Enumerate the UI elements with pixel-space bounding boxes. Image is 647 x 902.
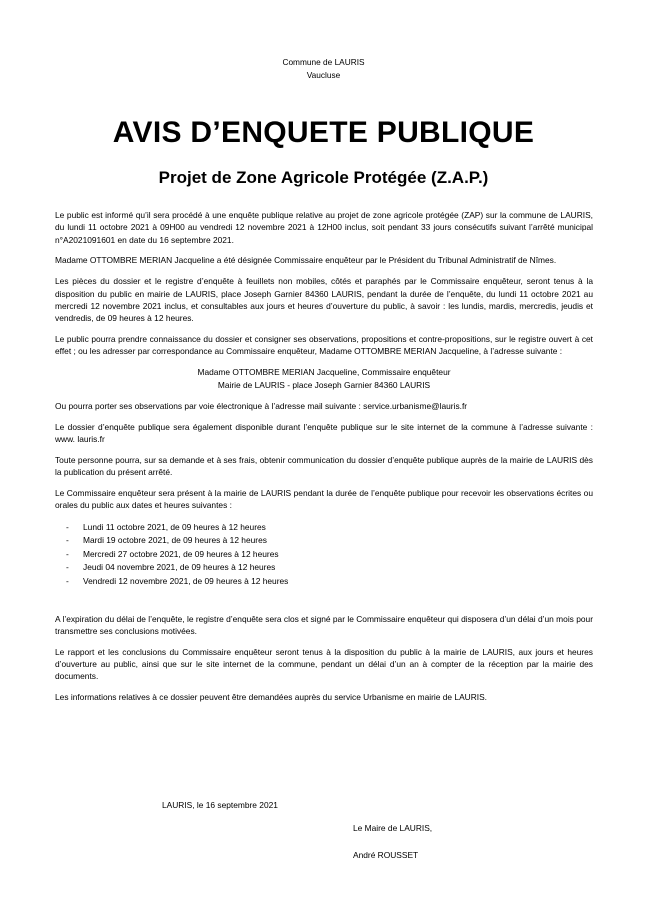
date-text: Lundi 11 octobre 2021, de 09 heures à 12 heures — [83, 521, 266, 532]
signature-name: André ROUSSET — [353, 850, 419, 860]
list-item — [66, 548, 593, 562]
date-text: Mercredi 27 octobre 2021, de 09 heures à 12 heures — [83, 548, 279, 559]
department-name: Vaucluse — [306, 70, 341, 80]
list-dash: - — [66, 562, 69, 573]
list-item — [66, 561, 593, 575]
document-header — [0, 56, 647, 82]
date-text: Vendredi 12 novembre 2021, de 09 heures à 12 heures — [83, 575, 289, 586]
paragraph-commissioner: Madame OTTOMBRE MERIAN Jacqueline a été désignée Commissaire enquêteur par le Président du Tribunal Administratif de Nîmes. — [55, 255, 557, 266]
signature-place-date: LAURIS, le 16 septembre 2021 — [162, 800, 278, 810]
address-line-1: Madame OTTOMBRE MERIAN Jacqueline, Commissaire enquêteur — [197, 367, 451, 378]
commune-name: Commune de LAURIS — [282, 57, 365, 67]
date-text: Jeudi 04 novembre 2021, de 09 heures à 12 heures — [83, 562, 276, 573]
list-dash: - — [66, 548, 69, 559]
list-item — [66, 521, 593, 535]
paragraph-report: Le rapport et les conclusions du Commissaire enquêteur seront tenus à la disposition du public à la mairie de LAURIS, aux jours et heures d’ouverture au public, ainsi que sur le site internet de la commune, pendant un délai d’un an à compter de la réception par la mairie des documents. — [55, 646, 593, 682]
permanence-dates-list — [55, 521, 593, 589]
paragraph-observations: Le public pourra prendre connaissance du dossier et consigner ses observations, propositions et contre-propositions, sur le registre ouvert à cet effet ; ou les adresser par correspondance au Commissaire enquêteur, Madame OTTOMBRE MERIAN Jacqueline, à l’adresse suivante : — [55, 333, 593, 357]
list-dash: - — [66, 521, 69, 532]
signature-title: Le Maire de LAURIS, — [353, 823, 433, 833]
date-text: Mardi 19 octobre 2021, de 09 heures à 12 heures — [83, 535, 267, 546]
list-item — [66, 534, 593, 548]
address-block — [55, 366, 593, 391]
list-item — [66, 575, 593, 589]
address-line-2: Mairie de LAURIS - place Joseph Garnier 84360 LAURIS — [217, 379, 431, 390]
paragraph-information: Les informations relatives à ce dossier peuvent être demandées auprès du service Urbanisme en mairie de LAURIS. — [55, 692, 487, 703]
paragraph-closure: A l’expiration du délai de l’enquête, le registre d’enquête sera clos et signé par le Commissaire enquêteur qui disposera d’un délai d’un mois pour transmettre ses conclusions motivées. — [55, 613, 593, 636]
document-body — [55, 209, 593, 712]
paragraph-communication: Toute personne pourra, sur sa demande et à ses frais, obtenir communication du dossier d’enquête publique auprès de la mairie de LAURIS dès la publication du présent arrêté. — [55, 454, 593, 478]
paragraph-email: Ou pourra porter ses observations par voie électronique à l’adresse mail suivante : service.urbanisme@lauris.fr — [55, 400, 468, 411]
paragraph-website: Le dossier d’enquête publique sera également disponible durant l’enquête publique sur le site internet de la commune à l’adresse suivante : www. lauris.fr — [55, 421, 593, 445]
document-subtitle: Projet de Zone Agricole Protégée (Z.A.P.) — [158, 168, 489, 187]
paragraph-dossier: Les pièces du dossier et le registre d’enquête à feuillets non mobiles, côtés et paraphés par le Commissaire enquêteur, seront tenus à la disposition du public en mairie de LAURIS, place Joseph Garnier 84360 LAURIS, pendant la durée de l’enquête, du lundi 11 octobre 2021 au mercredi 12 novembre 2021 inclus, et consultables aux jours et heures d’ouverture du public, à savoir : les lundis, mardis, mercredis, jeudis et vendredis, de 09 heures à 12 heures. — [55, 276, 593, 324]
list-dash: - — [66, 575, 69, 586]
list-dash: - — [66, 535, 69, 546]
document-title: AVIS D’ENQUETE PUBLIQUE — [112, 116, 535, 149]
paragraph-intro: Le public est informé qu’il sera procédé à une enquête publique relative au projet de zone agricole protégée (ZAP) sur la commune de LAURIS, du lundi 11 octobre 2021 à 09H00 au vendredi 12 novembre 2021 à 12H00 inclus, soit pendant 33 jours consécutifs suivant l’arrêté municipal n°A2021091601 en date du 16 septembre 2021. — [55, 210, 593, 245]
paragraph-permanences: Le Commissaire enquêteur sera présent à la mairie de LAURIS pendant la durée de l’enquête publique pour recevoir les observations écrites ou orales du public aux dates et heures suivantes : — [55, 488, 593, 511]
